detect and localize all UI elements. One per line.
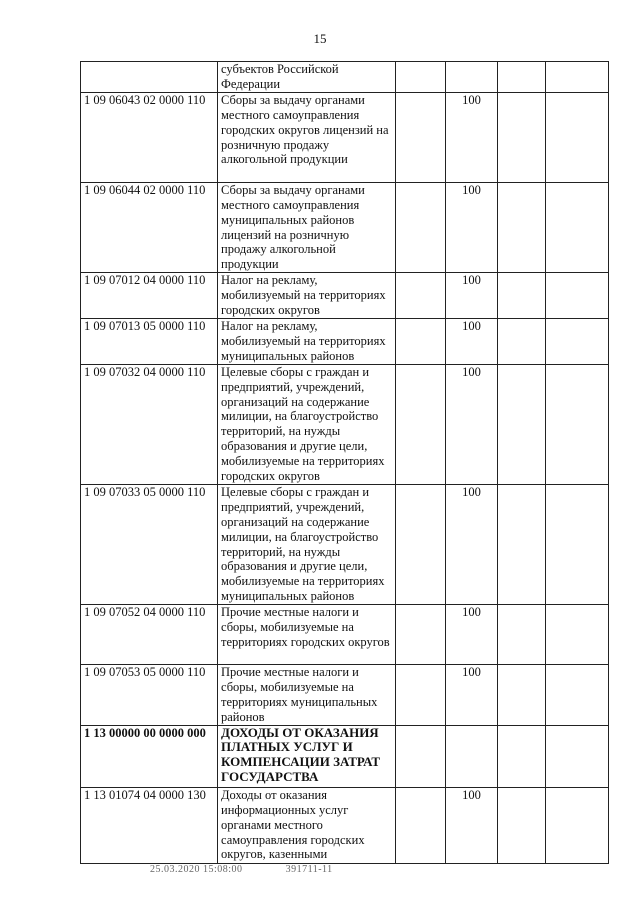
empty-cell (498, 605, 546, 665)
row-name: Сборы за выдачу органами местного самоуправления городских округов лицензий на розничную продажу алкогольной продукции (218, 92, 396, 182)
empty-cell (546, 484, 609, 604)
row-percentage: 100 (446, 364, 498, 484)
row-code: 1 09 07012 04 0000 110 (81, 273, 218, 319)
row-code: 1 09 07053 05 0000 110 (81, 665, 218, 726)
row-code: 1 13 00000 00 0000 000 (81, 725, 218, 787)
row-code: 1 09 06043 02 0000 110 (81, 92, 218, 182)
row-percentage: 100 (446, 318, 498, 364)
empty-cell (396, 273, 446, 319)
empty-cell (546, 725, 609, 787)
row-name: Налог на рекламу, мобилизуемый на территориях муниципальных районов (218, 318, 396, 364)
revenue-table (80, 61, 609, 864)
row-code: 1 09 07032 04 0000 110 (81, 364, 218, 484)
empty-cell (396, 725, 446, 787)
row-name: ДОХОДЫ ОТ ОКАЗАНИЯ ПЛАТНЫХ УСЛУГ И КОМПЕНСАЦИИ ЗАТРАТ ГОСУДАРСТВА (218, 725, 396, 787)
row-name: Прочие местные налоги и сборы, мобилизуемые на территориях муниципальных районов (218, 665, 396, 726)
row-percentage: 100 (446, 182, 498, 272)
empty-cell (498, 273, 546, 319)
table-row (81, 787, 609, 863)
empty-cell (546, 62, 609, 93)
empty-cell (396, 484, 446, 604)
empty-cell (396, 62, 446, 93)
row-percentage: 100 (446, 484, 498, 604)
empty-cell (498, 364, 546, 484)
page-number: 15 (313, 31, 327, 46)
row-name: Налог на рекламу, мобилизуемый на территориях городских округов (218, 273, 396, 319)
empty-cell (498, 484, 546, 604)
row-code: 1 09 06044 02 0000 110 (81, 182, 218, 272)
empty-cell (498, 787, 546, 863)
table-row (81, 484, 609, 604)
empty-cell (546, 182, 609, 272)
empty-cell (498, 62, 546, 93)
row-percentage: 100 (446, 787, 498, 863)
empty-cell (498, 725, 546, 787)
empty-cell (396, 182, 446, 272)
table-row (81, 665, 609, 726)
row-code (81, 62, 218, 93)
row-name: Целевые сборы с граждан и предприятий, учреждений, организаций на содержание милиции, на благоустройство территорий, на нужды образования и другие цели, мобилизуемые на территориях муниципальных районов (218, 484, 396, 604)
empty-cell (396, 665, 446, 726)
empty-cell (498, 92, 546, 182)
row-code: 1 13 01074 04 0000 130 (81, 787, 218, 863)
empty-cell (498, 318, 546, 364)
empty-cell (546, 273, 609, 319)
empty-cell (546, 92, 609, 182)
row-name: Прочие местные налоги и сборы, мобилизуемые на территориях городских округов (218, 605, 396, 665)
empty-cell (498, 665, 546, 726)
table-row (81, 605, 609, 665)
table-row (81, 725, 609, 787)
footer-doc-id: 391711-11 (285, 864, 333, 875)
row-percentage (446, 62, 498, 93)
row-percentage: 100 (446, 665, 498, 726)
empty-cell (546, 364, 609, 484)
empty-cell (546, 318, 609, 364)
row-name: субъектов Российской Федерации (218, 62, 396, 93)
empty-cell (498, 182, 546, 272)
row-name: Целевые сборы с граждан и предприятий, учреждений, организаций на содержание милиции, на благоустройство территорий, на нужды образования и другие цели, мобилизуемые на территориях городских округов (218, 364, 396, 484)
document-footer (150, 864, 373, 875)
empty-cell (396, 92, 446, 182)
row-code: 1 09 07052 04 0000 110 (81, 605, 218, 665)
empty-cell (546, 787, 609, 863)
empty-cell (396, 787, 446, 863)
row-name: Доходы от оказания информационных услуг органами местного самоуправления городских округов, казенными (218, 787, 396, 863)
empty-cell (546, 665, 609, 726)
table-row (81, 182, 609, 272)
footer-timestamp: 25.03.2020 15:08:00 (150, 864, 243, 875)
table-row (81, 318, 609, 364)
row-percentage (446, 725, 498, 787)
table-row (81, 92, 609, 182)
row-percentage: 100 (446, 605, 498, 665)
table-row (81, 62, 609, 93)
table-row (81, 364, 609, 484)
empty-cell (396, 605, 446, 665)
row-percentage: 100 (446, 92, 498, 182)
row-percentage: 100 (446, 273, 498, 319)
empty-cell (396, 318, 446, 364)
empty-cell (396, 364, 446, 484)
row-name: Сборы за выдачу органами местного самоуправления муниципальных районов лицензий на розничную продажу алкогольной продукции (218, 182, 396, 272)
empty-cell (546, 605, 609, 665)
row-code: 1 09 07033 05 0000 110 (81, 484, 218, 604)
table-row (81, 273, 609, 319)
row-code: 1 09 07013 05 0000 110 (81, 318, 218, 364)
